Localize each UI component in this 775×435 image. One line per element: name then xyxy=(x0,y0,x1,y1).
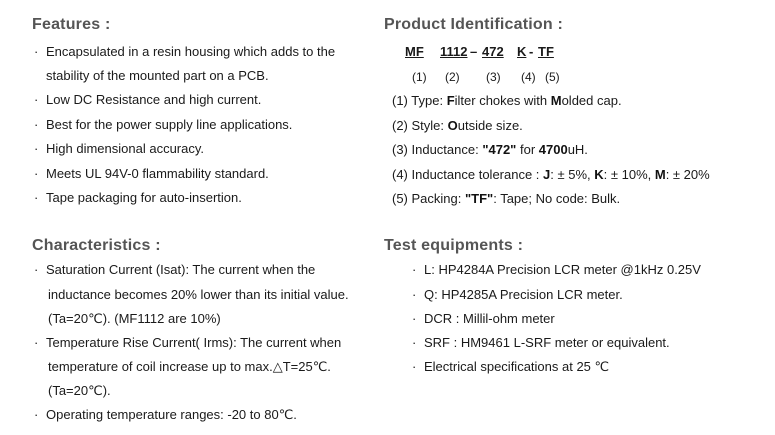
bullet: · xyxy=(34,141,39,156)
bullet: · xyxy=(34,92,39,107)
identification-item-style: (2) Style: Outside size. xyxy=(392,118,523,133)
feature-line: · Encapsulated in a resin housing which adds to the xyxy=(34,44,336,59)
feature-line: stability of the mounted part on a PCB. xyxy=(46,68,269,83)
code-number: (3) xyxy=(486,70,501,84)
characteristic-line: · Operating temperature ranges: -20 to 80℃. xyxy=(34,407,297,422)
code-tolerance: K xyxy=(517,44,527,59)
bullet: · xyxy=(412,359,417,374)
test-equipments-heading: Test equipments : xyxy=(384,237,524,254)
identification-item-tolerance: (4) Inductance tolerance : J: ± 5%, K: ± 10%, M: ± 20% xyxy=(392,167,710,182)
bullet: · xyxy=(34,166,39,181)
bullet: · xyxy=(34,190,39,205)
features-heading: Features : xyxy=(32,16,111,33)
feature-line: · Low DC Resistance and high current. xyxy=(34,92,262,107)
code-separator: - xyxy=(529,44,534,59)
product-identification-heading: Product Identification : xyxy=(384,16,564,33)
equipment-line: · Q: HP4285A Precision LCR meter. xyxy=(412,287,623,302)
code-packing: TF xyxy=(538,44,554,59)
code-number: (5) xyxy=(545,70,560,84)
code-separator: – xyxy=(470,44,478,59)
characteristics-heading: Characteristics : xyxy=(32,237,161,254)
equipment-line: · Electrical specifications at 25 ℃ xyxy=(412,359,610,374)
bullet: · xyxy=(412,335,417,350)
code-style: 1112 xyxy=(440,44,468,59)
bullet: · xyxy=(34,44,39,59)
equipment-line: · SRF : HM9461 L-SRF meter or equivalent. xyxy=(412,335,670,350)
code-number: (2) xyxy=(445,70,460,84)
identification-item-inductance: (3) Inductance: "472" for 4700uH. xyxy=(392,142,588,157)
equipment-line: · L: HP4284A Precision LCR meter @1kHz 0.25V xyxy=(412,262,701,277)
feature-line: · Tape packaging for auto-insertion. xyxy=(34,190,242,205)
code-number: (4) xyxy=(521,70,536,84)
bullet: · xyxy=(34,335,39,350)
feature-line: · Best for the power supply line applications. xyxy=(34,117,293,132)
bullet: · xyxy=(412,311,417,326)
bullet: · xyxy=(412,262,417,277)
bullet: · xyxy=(34,407,39,422)
feature-line: · High dimensional accuracy. xyxy=(34,141,204,156)
code-number: (1) xyxy=(412,70,427,84)
identification-item-type: (1) Type: Filter chokes with Molded cap. xyxy=(392,93,622,108)
bullet: · xyxy=(412,287,417,302)
feature-line: · Meets UL 94V-0 flammability standard. xyxy=(34,166,269,181)
characteristic-line: · Saturation Current (Isat): The current when the xyxy=(34,262,316,277)
equipment-line: · DCR : Millil-ohm meter xyxy=(412,311,555,326)
characteristic-line: temperature of coil increase up to max.△T=25℃. xyxy=(48,359,331,374)
characteristic-line: (Ta=20℃). xyxy=(48,383,111,398)
characteristic-line: · Temperature Rise Current( Irms): The current when xyxy=(34,335,342,350)
code-inductance: 472 xyxy=(482,44,504,59)
bullet: · xyxy=(34,262,39,277)
characteristic-line: (Ta=20℃). (MF1112 are 10%) xyxy=(48,311,221,326)
identification-item-packing: (5) Packing: "TF": Tape; No code: Bulk. xyxy=(392,191,621,206)
characteristic-line: inductance becomes 20% lower than its initial value. xyxy=(48,287,349,302)
bullet: · xyxy=(34,117,39,132)
code-type: MF xyxy=(405,44,424,59)
